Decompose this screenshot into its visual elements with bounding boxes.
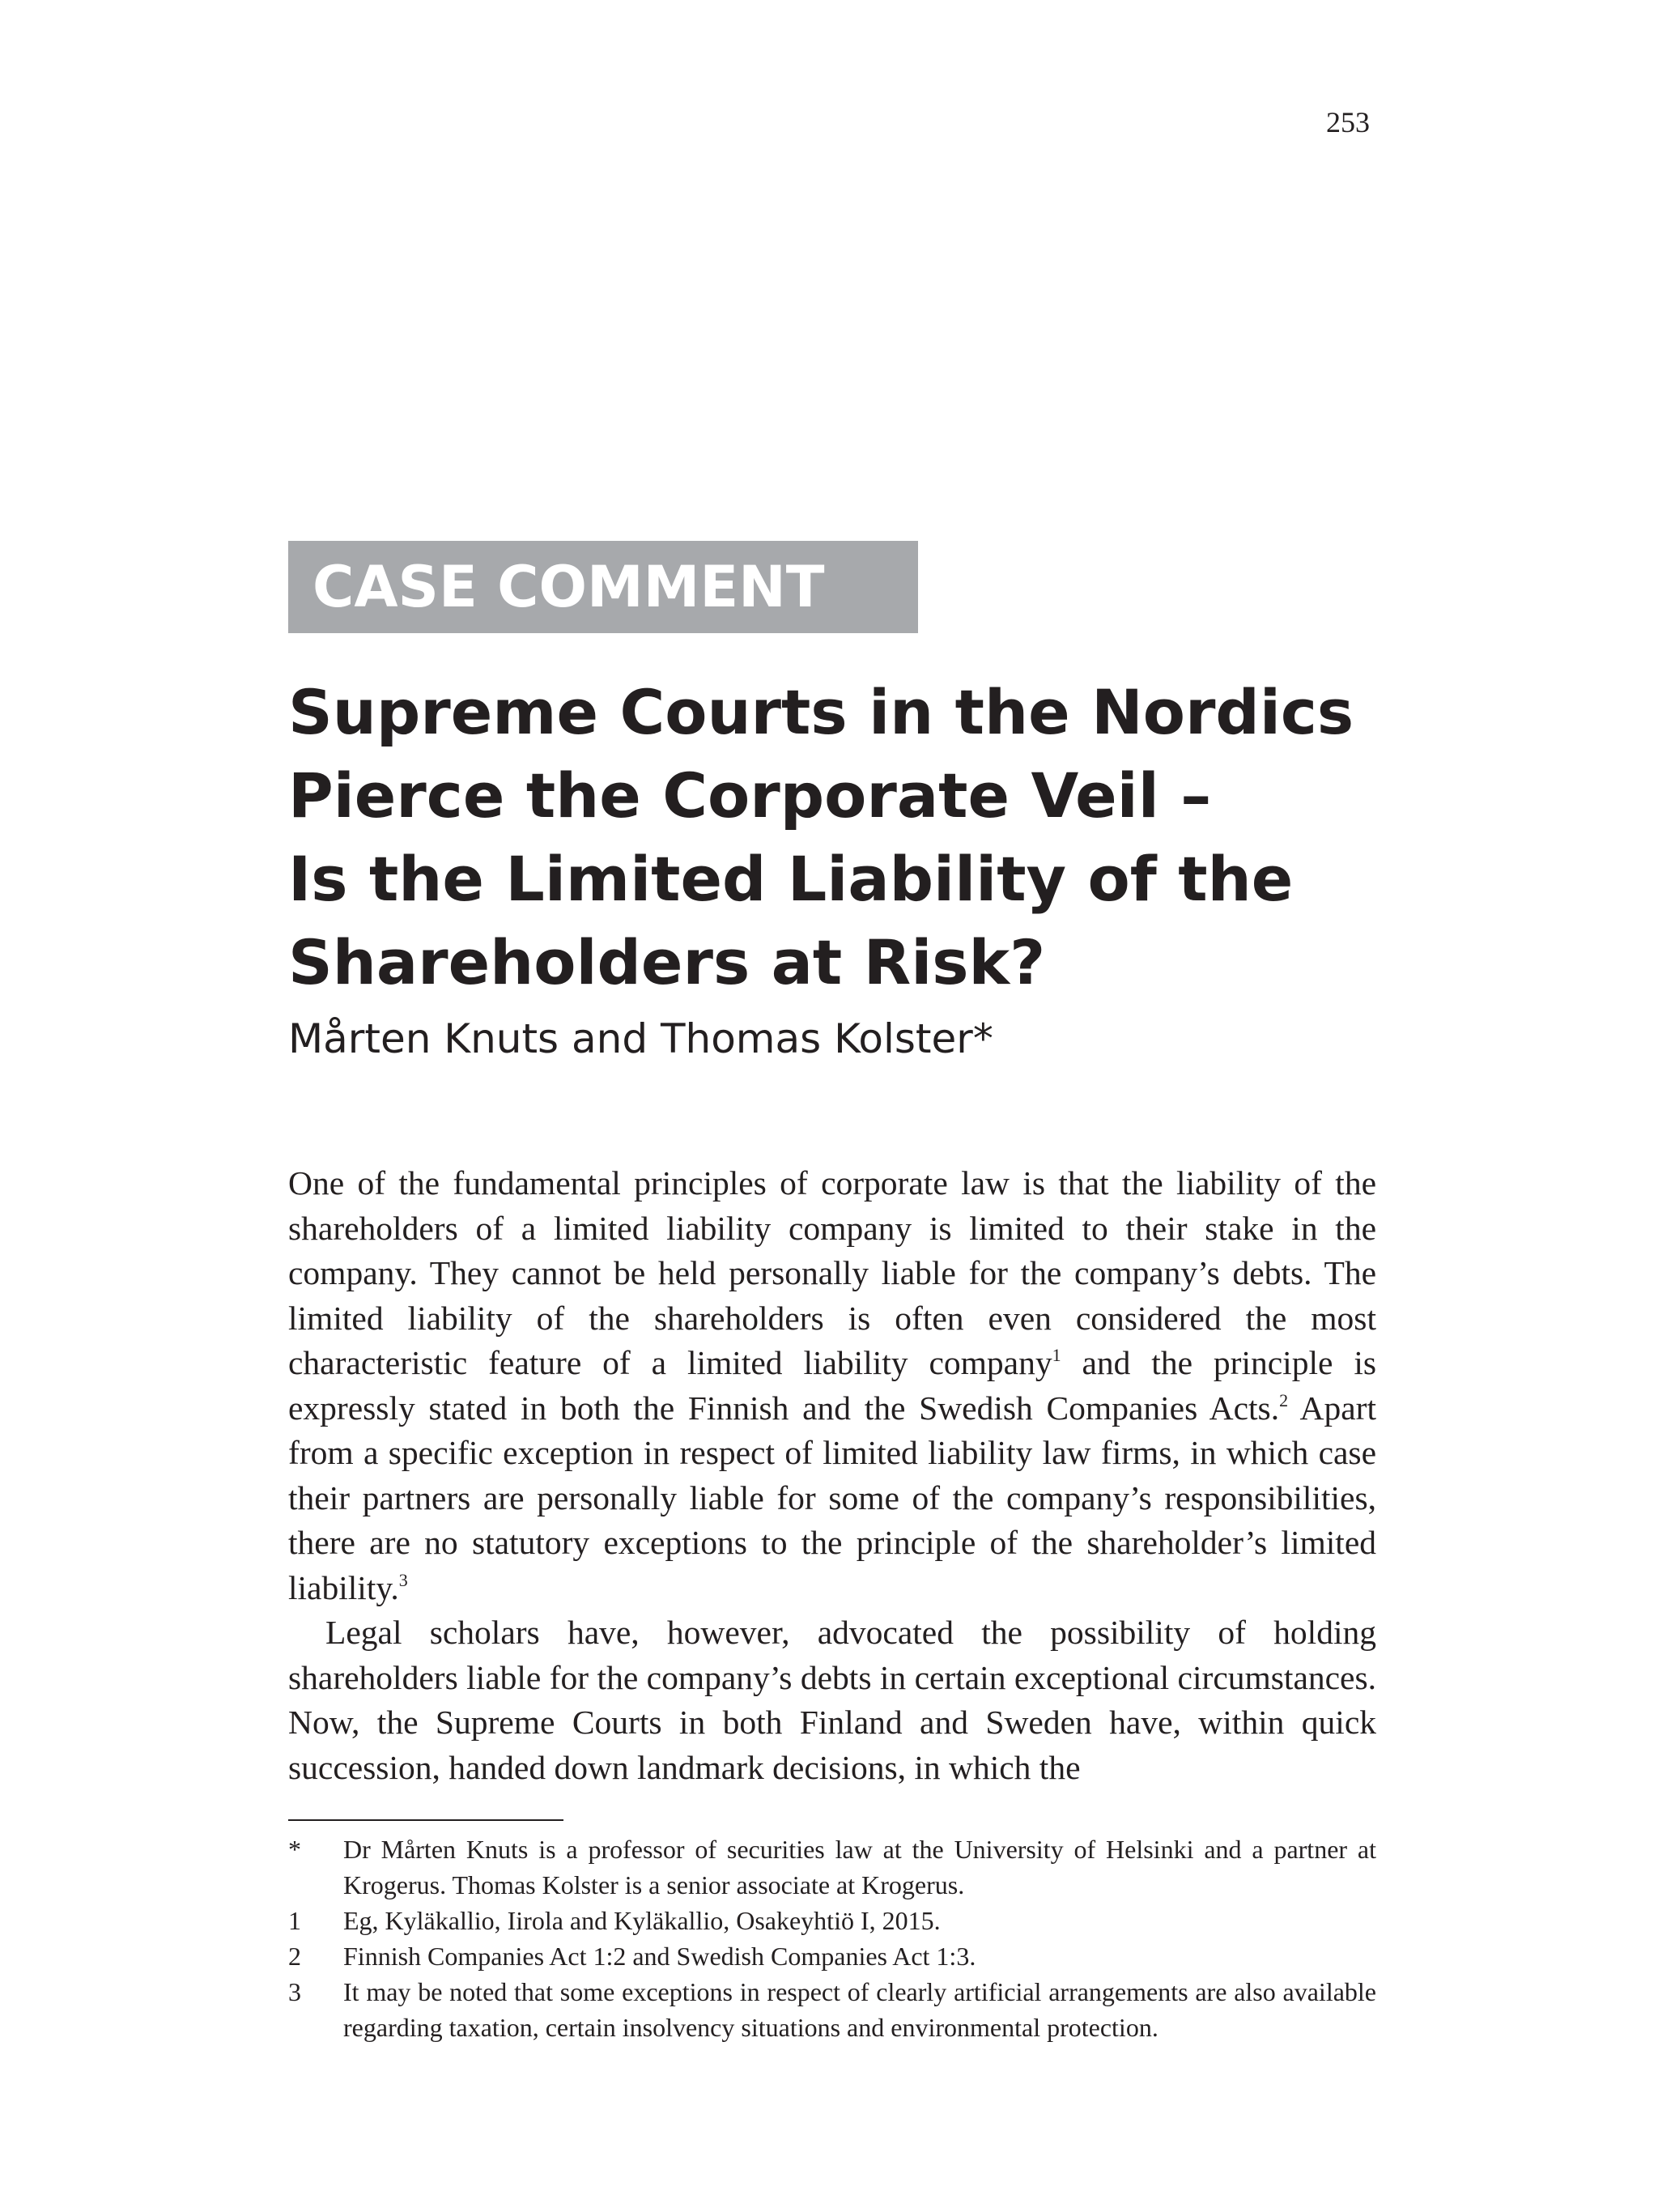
page-number: 253 [1326,106,1370,138]
title-line: Pierce the Corporate Veil – [288,759,1212,832]
author-line: Mårten Knuts and Thomas Kolster* [288,1015,993,1062]
footnote-text: Eg, Kyläkallio, Iirola and Kyläkallio, Osakeyhtiö I, 2015. [343,1906,941,1935]
section-label-banner [288,541,918,633]
body-paragraph: Legal scholars have, however, advocated the possibility of holding shareholders liable for the company’s debts in certain exceptional circumstances. Now, the Supreme Courts in both Finland and Sweden have, within quick succession, handed down landmark decisions, in which the [288,1614,1376,1786]
footnote-text: It may be noted that some exceptions in respect of clearly artificial arrangements are also available regarding taxation, certain insolvency situations and environmental protection. [343,1977,1376,2042]
footnote-text: Finnish Companies Act 1:2 and Swedish Companies Act 1:3. [343,1942,976,1971]
footnote [288,1903,1376,1938]
footnote-reference: 2 [1279,1389,1289,1410]
footnote-marker: 2 [288,1942,301,1971]
footnote-marker: 1 [288,1906,301,1935]
footnote-reference: 3 [398,1569,408,1590]
paragraph-text: One of the fundamental principles of corporate law is that the liability of the shareholders of a limited liability company is limited to their stake in the company. They cannot be held personally liable for the company’s debts. The limited liability of the shareholders is often even considered the most characteristic feature of a limited liability company [288,1164,1376,1381]
footnote [288,1938,1376,1974]
footnote-text: Dr Mårten Knuts is a professor of securities law at the University of Helsinki and a partner at Krogerus. Thomas Kolster is a senior associate at Krogerus. [343,1835,1376,1899]
paragraph-text: and the principle is expressly stated in both the Finnish and the Swedish Companies Acts. [288,1344,1376,1427]
footnote-reference: 1 [1052,1345,1061,1365]
title-line: Is the Limited Liability of the [288,843,1294,915]
footnote [288,1974,1376,2045]
footnote [288,1831,1376,1903]
body-paragraph [288,1161,1376,1610]
article-title [288,670,1389,1004]
footnote-marker: 3 [288,1977,301,2006]
footnote-divider [288,1819,563,1821]
article-body [288,1161,1376,1790]
footnote-marker: * [288,1835,301,1864]
title-line: Shareholders at Risk? [288,926,1046,998]
paragraph-text: Apart from a specific exception in respect of limited liability law firms, in which case their partners are personally liable for some of the company’s responsibilities, there are no statutory exceptions to the principle of the shareholder’s limited liability. [288,1389,1377,1606]
footnotes [288,1831,1376,2045]
title-line: Supreme Courts in the Nordics [288,676,1354,748]
section-label: CASE COMMENT [312,554,825,620]
